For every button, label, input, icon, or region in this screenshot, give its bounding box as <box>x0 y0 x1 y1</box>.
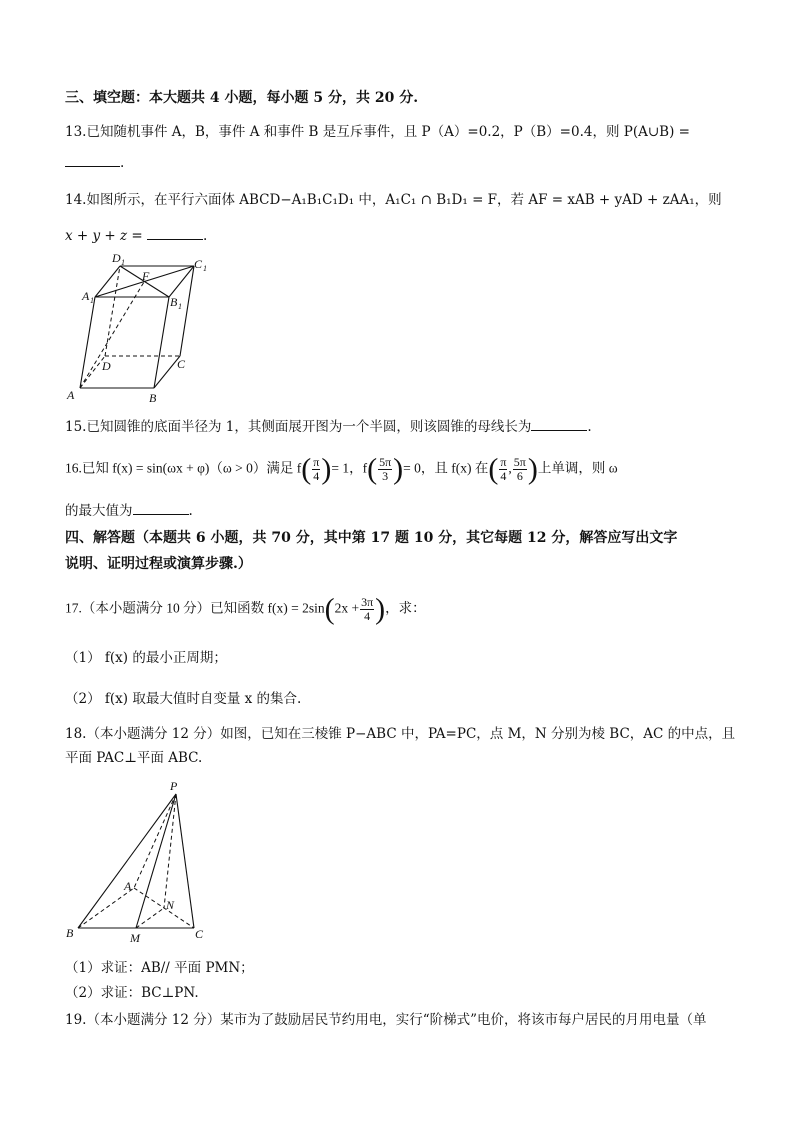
section-4-heading-line2: 说明、证明过程或演算步骤.） <box>65 556 252 572</box>
question-17-tail: ，求： <box>385 600 426 616</box>
segment-mn-hidden <box>136 908 164 928</box>
question-17-sub-2: （2） f(x) 取最大值时自变量 x 的集合. <box>65 691 302 707</box>
label-n: N <box>166 898 175 912</box>
parallelepiped-figure <box>62 252 222 407</box>
question-13-answer-blank: . <box>65 152 124 173</box>
question-18-sub-1: （1）求证：AB// 平面 PMN； <box>65 960 254 976</box>
question-15-text: 15.已知圆锥的底面半径为 1，其侧面展开图为一个半圆，则该圆锥的母线长为 <box>65 419 532 435</box>
label-b: B <box>149 391 157 405</box>
question-16-line2-text: 的最大值为 <box>65 503 133 519</box>
q17-frac: $\frac{3\pi}{4}$ <box>361 595 374 623</box>
label-c: C <box>177 357 186 371</box>
label-b1-sub: 1 <box>178 302 182 311</box>
edge-pa-hidden <box>134 794 176 888</box>
question-18-line1: 18.（本小题满分 12 分）如图，已知在三棱锥 P−ABC 中，PA=PC，点 M，N 分别为棱 BC，AC 的中点，且 <box>65 726 736 742</box>
q16-frac-2: $\frac{5\pi}{3}$ <box>379 455 392 483</box>
section-4-heading-line1: 四、解答题（本题共 6 小题，共 70 分，其中第 17 题 10 分，其它每题 12 分，解答应写出文字 <box>65 530 678 546</box>
q16-frac-3: $\frac{\pi}{4}$ <box>500 455 507 483</box>
question-19-line1: 19.（本小题满分 12 分）某市为了鼓励居民节约用电，实行“阶梯式”电价，将该市每户居民的月用电量（单 <box>65 1012 707 1028</box>
question-16-part-a: 16.已知 f(x) = sin(ωx + φ)（ω > 0）满足 f <box>65 460 302 476</box>
question-18-line2: 平面 PAC⊥平面 ABC. <box>65 750 203 766</box>
label-a: A <box>124 879 132 893</box>
question-18-sub-2: （2）求证：BC⊥PN. <box>65 985 199 1001</box>
label-c: C <box>195 927 204 941</box>
edge-ac-hidden <box>134 888 194 928</box>
question-16-line1: 16.已知 f(x) = sin(ωx + φ)（ω > 0）满足 f( $\frac{\pi}{4}$ )= 1，f( $\frac{5\pi}{3}$ )= 0，且 f(x) 在( $\frac{\pi}{4}$ , $\frac{5\pi}{6}$ )上单调，则 ω <box>65 452 618 486</box>
label-d1: D <box>112 252 121 265</box>
edge-ab-hidden <box>78 888 134 928</box>
segment-pn-hidden <box>164 794 176 908</box>
label-b1: B <box>170 295 178 309</box>
question-16-part-c: = 0，且 f(x) 在 <box>403 460 489 476</box>
edge-a1d1 <box>95 266 120 297</box>
q16-frac-4: $\frac{5\pi}{6}$ <box>513 455 526 483</box>
question-17-inner: 2x + <box>334 600 360 616</box>
tetrahedron-figure <box>62 776 222 946</box>
label-b: B <box>66 926 74 940</box>
label-m: M <box>130 931 140 945</box>
label-a1: A <box>82 289 90 303</box>
label-d: D <box>102 359 111 373</box>
question-13: 13.已知随机事件 A，B，事件 A 和事件 B 是互斥事件，且 P（A）=0.2，P（B）=0.4，则 P(A∪B) = <box>65 124 690 140</box>
q16-frac-1: $\frac{\pi}{4}$ <box>313 455 320 483</box>
edge-pc <box>176 794 194 928</box>
edge-aa1 <box>80 297 95 388</box>
question-17-intro: 17.（本小题满分 10 分）已知函数 f(x) = 2sin <box>65 600 325 616</box>
question-16-line2: 的最大值为 . <box>65 500 193 521</box>
question-14-line2: x + y + z = . <box>65 225 207 246</box>
label-p: P <box>170 779 178 793</box>
question-17-sub-1: （1） f(x) 的最小正周期； <box>65 650 227 666</box>
edge-pb <box>78 794 176 928</box>
question-15: 15.已知圆锥的底面半径为 1，其侧面展开图为一个半圆，则该圆锥的母线长为 . <box>65 416 592 437</box>
label-c1-sub: 1 <box>203 264 207 273</box>
question-16-part-b: = 1，f <box>331 460 368 476</box>
edge-dd1-hidden <box>105 266 120 356</box>
label-d1-sub: 1 <box>121 258 125 267</box>
edge-cc1 <box>180 266 194 356</box>
question-14-line1: 14.如图所示，在平行六面体 ABCD−A₁B₁C₁D₁ 中，A₁C₁ ∩ B₁D₁ = F，若 AF = xAB + yAD + zAA₁，则 <box>65 192 722 208</box>
label-a1-sub: 1 <box>90 296 94 305</box>
question-16-part-d: 上单调，则 ω <box>537 460 618 476</box>
question-17: 17.（本小题满分 10 分）已知函数 f(x) = 2sin(2x + $\frac{3\pi}{4}$ )，求： <box>65 592 426 626</box>
question-14-expression: x + y + z = <box>65 228 143 244</box>
label-a: A <box>67 388 75 402</box>
section-3-heading: 三、填空题：本大题共 4 小题，每小题 5 分，共 20 分. <box>65 90 419 106</box>
label-f: F <box>142 269 150 283</box>
edge-bb1 <box>154 297 169 388</box>
label-c1: C <box>194 257 203 271</box>
